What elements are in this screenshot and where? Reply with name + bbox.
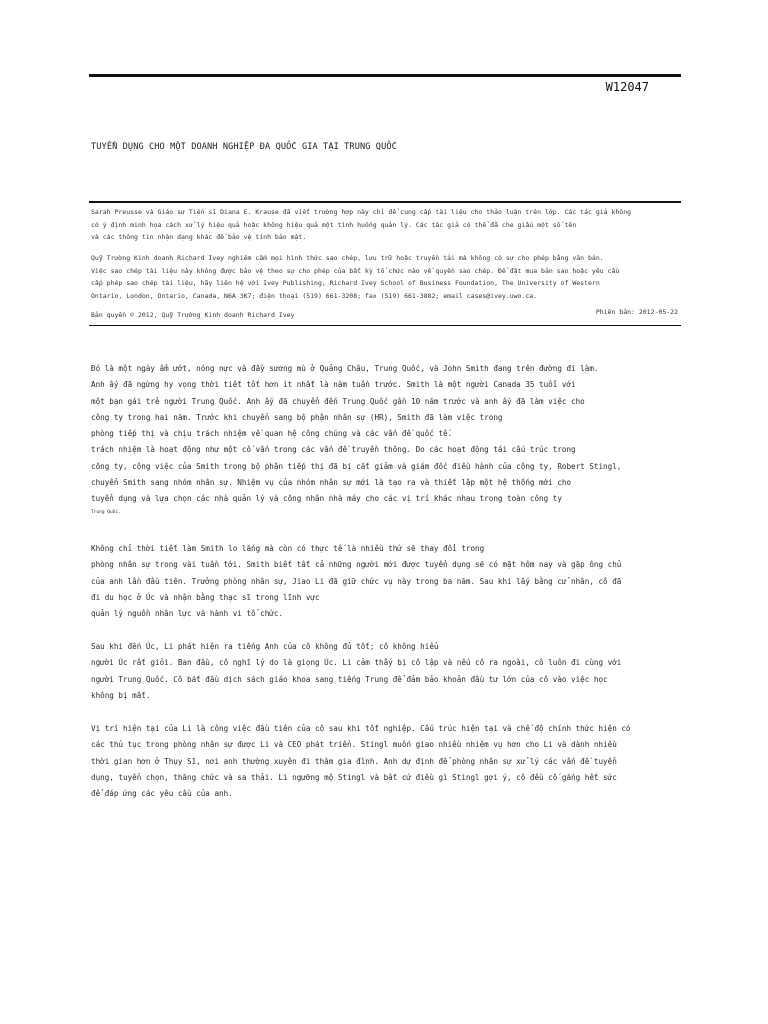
body-line: công ty trong hai năm. Trước khi chuyển sang bộ phận nhân sự (HR), Smith đã làm việc trong [91, 412, 503, 422]
body-line: tuyển dụng và lựa chọn các nhà quản lý và công nhân nhà máy cho các vị trí khác nhau trong toàn công ty [91, 494, 562, 504]
body-line: công ty, công việc của Smith trong bộ phận tiếp thị đã bị cắt giảm và giám đốc điều hành của công ty, Robert Stingl, [91, 461, 622, 471]
body-line-small: Trung Quốc. [91, 509, 121, 515]
rights-line: Quỹ Trường Kinh doanh Richard Ivey nghiêm cấm mọi hình thức sao chép, lưu trữ hoặc truyền tải mà không có sự cho phép bằng văn bản. [91, 254, 604, 262]
body-line: thời gian hơn ở Thụy Sĩ, nơi anh thường xuyên đi thăm gia đình. Anh dự định để phòng nhân sự xử lý các vấn đề tuyển [91, 756, 617, 766]
body-line: đi du học ở Úc và nhận bằng thạc sĩ trong lĩnh vực [91, 592, 320, 602]
body-line: của anh lần đầu tiên. Trưởng phòng nhân sự, Jiao Li đã giữ chức vụ này trong ba năm. Sau khi lấy bằng cử nhân, cô đã [91, 576, 622, 586]
body-line: người Úc rất giỏi. Ban đầu, cô nghĩ lý do là giọng Úc. Li cảm thấy bị cô lập và nếu cô ra ngoài, cô luôn đi cùng với [91, 658, 622, 668]
authors-line: và các thông tin nhận dạng khác để bảo vệ tính bảo mật. [91, 233, 307, 241]
body-line: Không chỉ thời tiết làm Smith lo lắng mà còn có thực tế là nhiều thứ sẽ thay đổi trong [91, 544, 485, 553]
body-line: để đáp ứng các yêu cầu của anh. [91, 789, 233, 799]
case-title: TUYỂN DỤNG CHO MỘT DOANH NGHIỆP ĐA QUỐC GIA TẠI TRUNG QUỐC [91, 142, 397, 152]
body-line: phòng tiếp thị và chịu trách nhiệm về quan hệ công chúng và các vấn đề quốc tế. [91, 429, 453, 439]
paragraph-3 [91, 639, 691, 704]
paragraph-4 [91, 721, 691, 802]
rights-line: cấp phép sao chép tài liệu, hãy liên hệ với Ivey Publishing, Richard Ivey School of Business Foundation, The University of Western [91, 279, 600, 287]
copyright-text: Bản quyền © 2012, Quỹ Trường Kinh doanh Richard Ivey [91, 311, 295, 319]
version-text: Phiên bản: 2012-05-22 [595, 308, 678, 316]
paragraph-2 [91, 541, 691, 622]
body-line: Anh ấy đã ngừng hy vọng thời tiết tốt hơn ít nhất là năm tuần trước. Smith là một người Canada 35 tuổi với [91, 380, 576, 390]
body-line: phòng nhân sự trong vài tuần tới. Smith biết tất cả những người mới được tuyển dụng sẽ có mặt hôm nay và gặp ông chủ [91, 560, 622, 570]
body-line: dụng, tuyển chọn, thăng chức và sa thải. Li ngưỡng mộ Stingl và bất cứ điều gì Stingl gợi ý, cô đều cố gắng hết sức [91, 772, 617, 782]
body-line: quản lý nguồn nhân lực và hành vi tổ chức. [91, 609, 284, 619]
body-line: trách nhiệm là hoạt động như một cố vấn trong các vấn đề truyền thông. Do các hoạt động tái cấu trúc trong [91, 445, 576, 455]
meta-rule [89, 325, 681, 326]
body-line: các thủ tục trong phòng nhân sự được Li và CEO phát triển. Stingl muốn giao nhiều nhiệm vụ hơn cho Li và dành nhiều [91, 740, 617, 750]
body-line: người Trung Quốc. Cô bắt đầu dịch sách giáo khoa sang tiếng Trung để đảm bảo khoản đầu tư lớn của cô vào việc học [91, 674, 608, 684]
authors-line: Sarah Preusse và Giáo sư Tiến sĩ Diana E. Krause đã viết trường hợp này chỉ để cung cấp tài liệu cho thảo luận trên lớp. Các tác giả không [91, 208, 632, 216]
body-line: một bạn gái trẻ người Trung Quốc. Anh ấy đã chuyển đến Trung Quốc gần 10 năm trước và anh ấy đã làm việc cho [91, 396, 585, 406]
case-id: W12047 [605, 80, 649, 94]
body-line: Sau khi đến Úc, Li phát hiện ra tiếng Anh của cô không đủ tốt; cô không hiểu [91, 642, 439, 651]
body-line: Đó là một ngày ẩm ướt, nóng nực và đầy sương mù ở Quảng Châu, Trung Quốc, và John Smith đang trên đường đi làm. [91, 364, 599, 373]
header-rule [89, 201, 681, 203]
rights-line: Việc sao chép tài liệu này không được bảo vệ theo sự cho phép của bất kỳ tổ chức nào về quyền sao chép. Để đặt mua bản sao hoặc yêu cầu [91, 266, 620, 275]
authors-line: có ý định minh họa cách xử lý hiệu quả hoặc không hiệu quả một tình huống quản lý. Các tác giả có thể đã che giấu một số tên [91, 220, 577, 229]
rights-note [91, 252, 691, 302]
body-line: không bị mất. [91, 690, 151, 700]
top-rule [89, 74, 681, 77]
rights-line: Ontario, London, Ontario, Canada, N6A 3K7; điện thoại (519) 661-3208; fax (519) 661-3882; email cases@ivey.uwo.ca. [91, 291, 538, 300]
paragraph-1 [91, 361, 691, 518]
body-line: Vị trí hiện tại của Li là công việc đầu tiên của cô sau khi tốt nghiệp. Cấu trúc hiện tại và chế độ chính thức hiện có [91, 724, 631, 733]
authors-note [91, 206, 691, 244]
body-line: chuyển Smith sang nhóm nhân sự. Nhiệm vụ của nhóm nhân sự mới là tạo ra và thiết lập một hệ thống mới cho [91, 478, 572, 488]
